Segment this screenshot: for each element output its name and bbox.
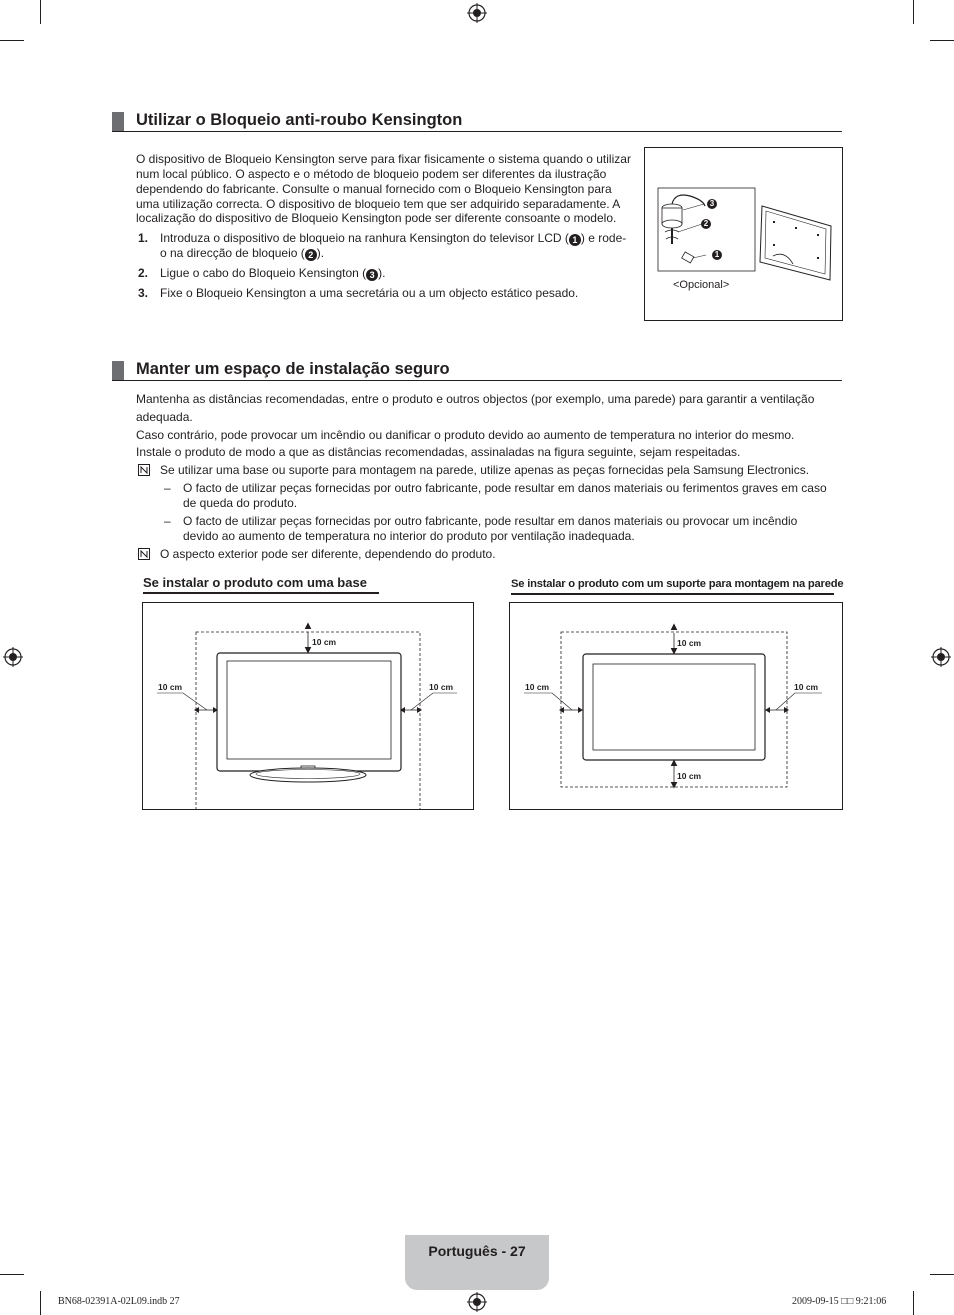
marker-3-icon: 3 <box>707 199 717 209</box>
intro-line: num local público. O aspecto e o método de bloqueio podem ser diferentes da ilustração <box>136 167 607 181</box>
kensington-illustration <box>645 148 842 320</box>
section-title: Utilizar o Bloqueio anti-roubo Kensington <box>136 111 463 129</box>
step-number: 1. <box>138 231 149 245</box>
step-text <box>160 246 324 261</box>
clearance-label-right: 10 cm <box>794 682 819 692</box>
step-text-part: o na direcção de bloqueio ( <box>160 246 305 260</box>
intro-line: O dispositivo de Bloqueio Kensington serve para fixar fisicamente o sistema quando o utilizar <box>136 152 631 166</box>
note-text: Se utilizar uma base ou suporte para montagem na parede, utilize apenas as peças fornecidas pela Samsung Electronics. <box>160 463 810 477</box>
step-text-part: ). <box>378 266 386 280</box>
intro-line: uma utilização correcta. O dispositivo de bloqueio tem que ser adquirido separadamente. A <box>136 197 621 211</box>
crop-mark <box>40 1291 41 1315</box>
print-datetime: 2009-09-15 □□ 9:21:06 <box>792 1296 887 1307</box>
marker-3-icon: 3 <box>366 269 378 281</box>
body-line: Caso contrário, pode provocar um incêndio ou danificar o produto devido ao aumento de temperatura no interior do mesmo. <box>136 428 795 442</box>
file-slug: BN68-02391A-02L09.indb 27 <box>58 1296 180 1307</box>
kensington-figure <box>644 147 843 321</box>
body-line: Mantenha as distâncias recomendadas, entre o produto e outros objectos (por exemplo, uma parede) para garantir a ventilação <box>136 392 815 406</box>
step-text <box>160 266 386 281</box>
dash-bullet: – <box>164 514 171 528</box>
dash-text: de queda do produto. <box>183 496 298 510</box>
step-text-part: Ligue o cabo do Bloqueio Kensington ( <box>160 266 367 280</box>
intro-line: localização do dispositivo de Bloqueio Kensington pode ser diferente consoante o modelo. <box>136 211 617 225</box>
figure-caption: <Opcional> <box>673 279 730 291</box>
dash-text: devido ao aumento de temperatura no interior do produto por ventilação inadequada. <box>183 529 635 543</box>
crop-mark <box>40 0 41 24</box>
body-line: adequada. <box>136 410 193 424</box>
crop-mark <box>913 1291 914 1315</box>
marker-1-icon: 1 <box>712 250 722 260</box>
clearance-label-left: 10 cm <box>525 682 550 692</box>
crop-mark <box>930 1274 954 1275</box>
body-line: Instale o produto de modo a que as distâncias recomendadas, assinaladas na figura seguinte, sejam respeitadas. <box>136 445 741 459</box>
crop-mark <box>913 0 914 24</box>
crop-mark <box>930 40 954 41</box>
section-heading <box>112 110 842 132</box>
section-heading <box>112 359 842 381</box>
clearance-label-left: 10 cm <box>158 682 183 692</box>
marker-2-icon: 2 <box>305 249 317 261</box>
dash-text: O facto de utilizar peças fornecidas por outro fabricante, pode resultar em danos materiais ou ferimentos graves em caso <box>183 481 827 495</box>
marker-2-icon: 2 <box>701 219 711 229</box>
page-number-tab <box>405 1235 549 1290</box>
diagram-title-wall: Se instalar o produto com um suporte para montagem na parede <box>511 576 834 595</box>
step-number: 2. <box>138 266 149 280</box>
registration-mark-icon <box>467 1292 487 1312</box>
intro-line: dependendo do fabricante. Consulte o manual fornecido com o Bloqueio Kensington para <box>136 182 612 196</box>
step-text-part: ) e rode- <box>580 231 627 245</box>
note-text: O aspecto exterior pode ser diferente, dependendo do produto. <box>160 547 496 561</box>
step-number: 3. <box>138 286 149 300</box>
note-icon <box>138 548 150 560</box>
heading-bar <box>112 112 124 131</box>
diagram-wall <box>509 602 843 810</box>
marker-1-icon: 1 <box>569 234 581 246</box>
stand-clearance-illustration <box>143 603 473 809</box>
heading-bar <box>112 361 124 380</box>
clearance-label-top: 10 cm <box>677 638 702 648</box>
step-text-part: Introduza o dispositivo de bloqueio na ranhura Kensington do televisor LCD ( <box>160 231 569 245</box>
clearance-label-right: 10 cm <box>429 682 454 692</box>
step-text <box>160 231 626 246</box>
clearance-label-bottom: 10 cm <box>677 771 702 781</box>
dash-text: O facto de utilizar peças fornecidas por outro fabricante, pode resultar em danos materiais ou provocar um incêndio <box>183 514 798 528</box>
section-title: Manter um espaço de instalação seguro <box>136 360 450 378</box>
registration-mark-icon <box>931 647 951 667</box>
crop-mark <box>0 1274 24 1275</box>
diagram-title-stand: Se instalar o produto com uma base <box>143 575 379 594</box>
note-icon <box>138 464 150 476</box>
step-text-part: ). <box>316 246 325 260</box>
step-text: Fixe o Bloqueio Kensington a uma secretária ou a um objecto estático pesado. <box>160 286 579 300</box>
wall-clearance-illustration <box>510 603 842 809</box>
registration-mark-icon <box>3 647 23 667</box>
dash-bullet: – <box>164 481 171 495</box>
registration-mark-icon <box>467 3 487 23</box>
crop-mark <box>0 40 24 41</box>
page-label: Português - 27 <box>428 1243 526 1259</box>
diagram-stand <box>142 602 474 810</box>
clearance-label-top: 10 cm <box>312 637 337 647</box>
